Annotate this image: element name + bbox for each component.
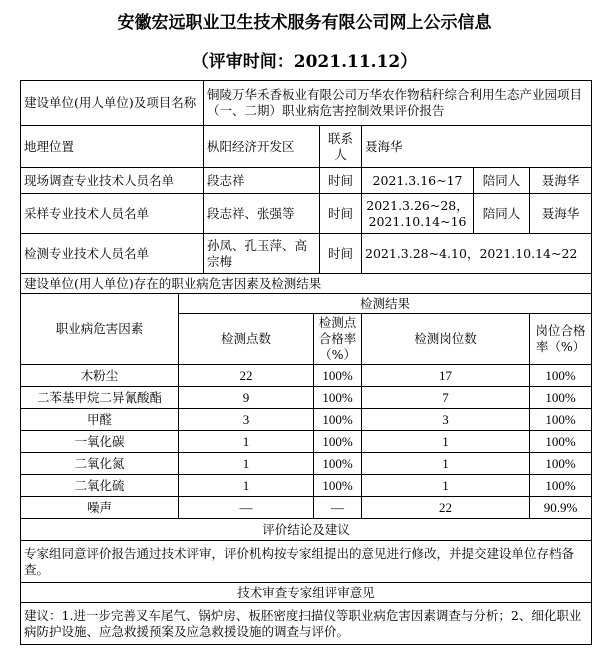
survey-accompany-label: 陪同人 [474, 168, 530, 194]
survey-time: 2021.3.16~17 [362, 168, 474, 194]
factor-name: 噪声 [21, 497, 179, 519]
points-rate: 100% [314, 453, 362, 475]
testing-time: 2021.3.28~4.10，2021.10.14~22 [362, 234, 592, 274]
factor-name: 一氧化碳 [21, 431, 179, 453]
table-row [21, 409, 592, 431]
points: 9 [179, 387, 314, 409]
factor-name: 木粉尘 [21, 365, 179, 387]
location-label: 地理位置 [21, 126, 204, 168]
conclusion-text: 专家组同意评价报告通过技术评审，评价机构按专家组提出的意见进行修改，并提交建设单位存档备查。 [21, 541, 592, 583]
info-table [20, 80, 592, 645]
conclusion-title: 评价结论及建议 [21, 519, 592, 541]
contact-value: 聂海华 [362, 126, 592, 168]
page-title: 安徽宏远职业卫生技术服务有限公司网上公示信息 [117, 13, 492, 33]
sampling-accompany: 聂海华 [530, 194, 592, 234]
table-row [21, 497, 592, 519]
col-posts-rate: 岗位合格率（%） [530, 314, 592, 365]
review-time: （评审时间：2021.11.12） [191, 52, 418, 72]
location-value: 枞阳经济开发区 [204, 126, 320, 168]
table-row [21, 387, 592, 409]
points-rate: 100% [314, 365, 362, 387]
points: 1 [179, 453, 314, 475]
posts-rate: 100% [530, 387, 592, 409]
expert-title: 技术审查专家组评审意见 [21, 583, 592, 603]
sampling-time-label: 时间 [320, 194, 362, 234]
hazards-section-title: 建设单位(用人单位)存在的职业病危害因素及检测结果 [21, 274, 592, 294]
survey-accompany: 聂海华 [530, 168, 592, 194]
posts-rate: 100% [530, 475, 592, 497]
points: 1 [179, 475, 314, 497]
expert-text: 建议：1.进一步完善叉车尾气、锅炉房、板胚密度扫描仪等职业病危害因素调查与分析；2、细化职业病防护设施、应急救援预案及应急救援设施的调查与评价。 [21, 603, 592, 645]
points: 1 [179, 431, 314, 453]
posts: 17 [362, 365, 530, 387]
results-header: 检测结果 [179, 294, 592, 314]
factor-name: 二氧化硫 [21, 475, 179, 497]
table-row [21, 431, 592, 453]
posts-rate: 100% [530, 431, 592, 453]
points: — [179, 497, 314, 519]
testing-value: 孙凤、孔玉萍、高宗梅 [204, 234, 320, 274]
sampling-time [362, 194, 474, 234]
factor-name: 甲醛 [21, 409, 179, 431]
posts: 1 [362, 431, 530, 453]
points-rate: 100% [314, 387, 362, 409]
col-points: 检测点数 [179, 314, 314, 365]
col-points-rate: 检测点合格率（%） [314, 314, 362, 365]
table-row [21, 475, 592, 497]
points-rate: 100% [314, 431, 362, 453]
posts: 1 [362, 475, 530, 497]
posts-rate: 100% [530, 365, 592, 387]
points: 3 [179, 409, 314, 431]
survey-value: 段志祥 [204, 168, 320, 194]
unit-label: 建设单位(用人单位)及项目名称 [21, 81, 204, 126]
sampling-time-line-2: 2021.10.14~16 [368, 213, 467, 229]
survey-time-label: 时间 [320, 168, 362, 194]
testing-label: 检测专业技术人员名单 [21, 234, 204, 274]
points: 22 [179, 365, 314, 387]
posts: 22 [362, 497, 530, 519]
testing-time-label: 时间 [320, 234, 362, 274]
posts: 3 [362, 409, 530, 431]
table-row [21, 453, 592, 475]
posts: 1 [362, 453, 530, 475]
factor-name: 二氧化氮 [21, 453, 179, 475]
sampling-time-line-1: 2021.3.26~28， [366, 197, 469, 213]
sampling-accompany-label: 陪同人 [474, 194, 530, 234]
points-rate: 100% [314, 475, 362, 497]
table-row [21, 365, 592, 387]
survey-label: 现场调查专业技术人员名单 [21, 168, 204, 194]
col-posts: 检测岗位数 [362, 314, 530, 365]
points-rate: — [314, 497, 362, 519]
sampling-value: 段志祥、张强等 [204, 194, 320, 234]
unit-value: 铜陵万华禾香板业有限公司万华农作物秸秆综合利用生态产业园项目（一、二期）职业病危害控制效果评价报告 [204, 81, 592, 126]
posts-rate: 100% [530, 409, 592, 431]
posts: 7 [362, 387, 530, 409]
sampling-label: 采样专业技术人员名单 [21, 194, 204, 234]
factor-header: 职业病危害因素 [21, 294, 179, 365]
posts-rate: 90.9% [530, 497, 592, 519]
posts-rate: 100% [530, 453, 592, 475]
points-rate: 100% [314, 409, 362, 431]
contact-label: 联系人 [320, 126, 362, 168]
factor-name: 二苯基甲烷二异氰酸酯 [21, 387, 179, 409]
